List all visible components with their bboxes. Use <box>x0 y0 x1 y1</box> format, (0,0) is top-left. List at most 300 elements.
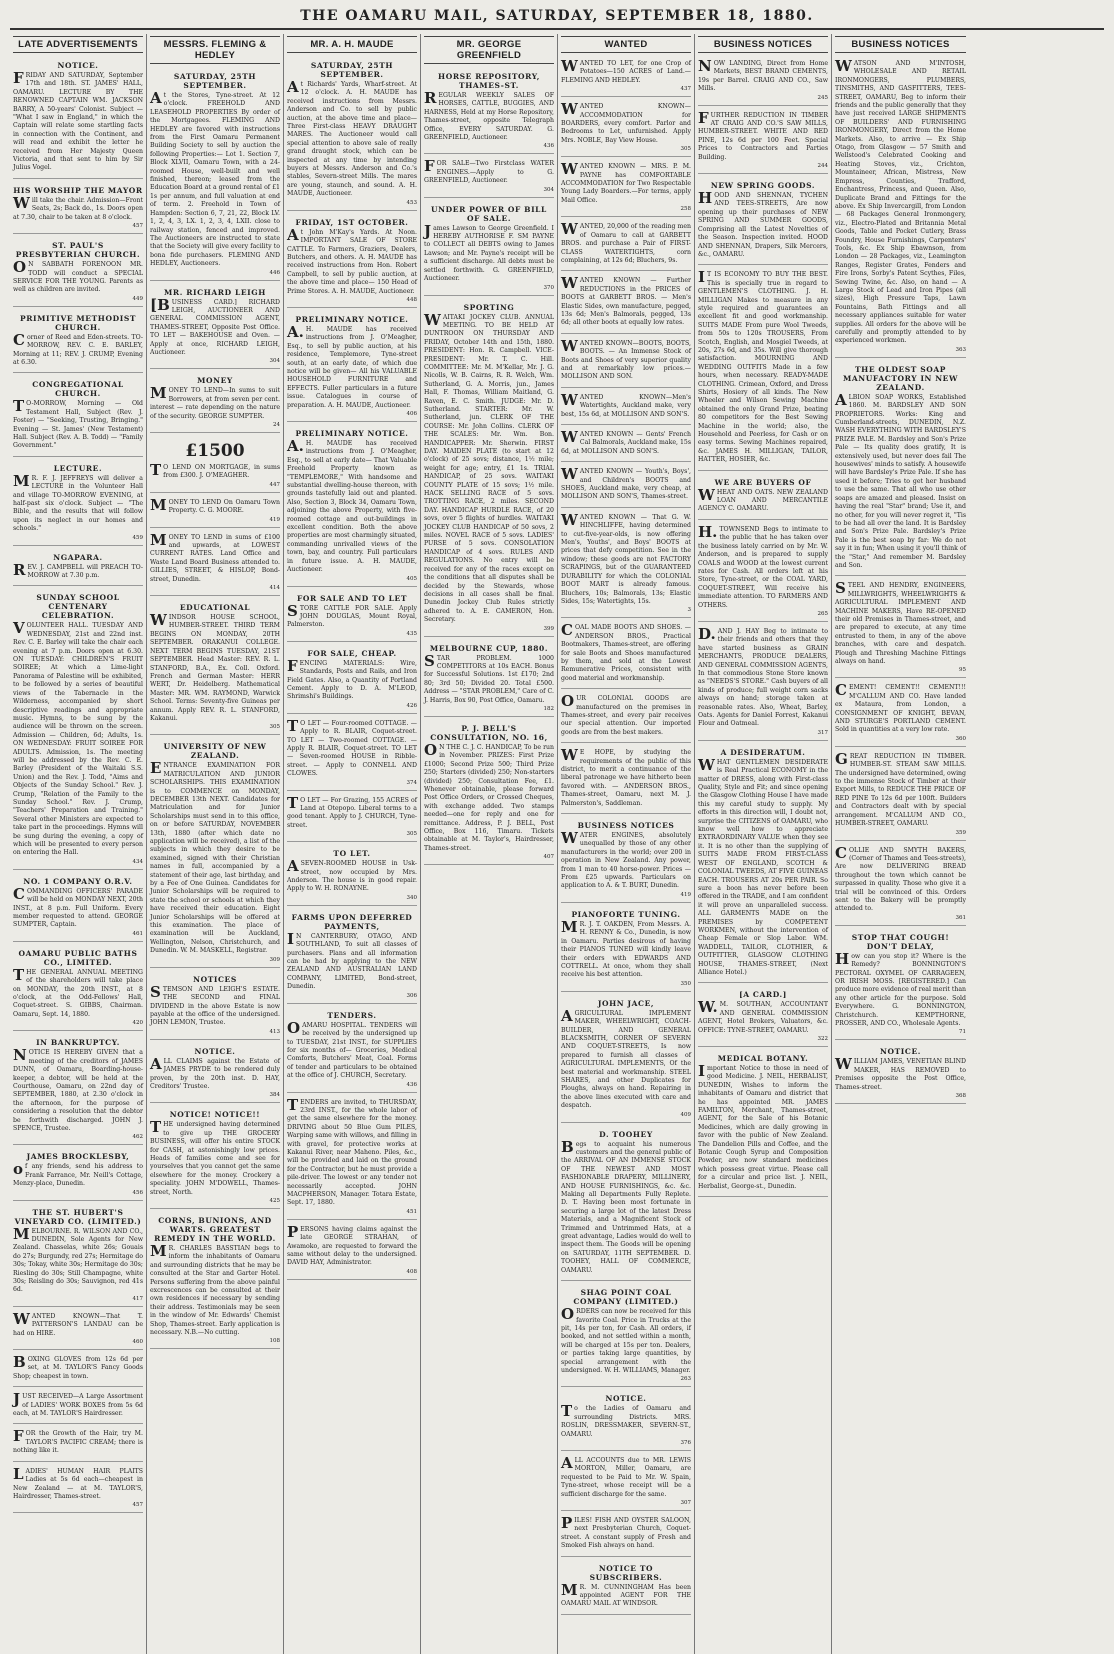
advertisement <box>13 1204 143 1307</box>
ad-title: NOTICES <box>193 974 237 984</box>
ad-title: OAMARU PUBLIC BATHS CO., LIMITED. <box>18 948 138 967</box>
advertisement <box>561 100 691 157</box>
ad-body: ASEVEN-ROOMED HOUSE in Usk-street, now occupied by Mrs. Anderson. The house is in good repair. Apply to W. H. RONAYNE. <box>287 857 417 893</box>
ad-title: UNDER POWER OF BILL OF SALE. <box>431 204 547 223</box>
ad-title: CORNS, BUNIONS, AND WARTS. GREATEST REMEDY IN THE WORLD. <box>154 1216 276 1243</box>
ad-body: Important Notice to those in need of good Medicine. J. NEIL, HERBALIST, DUNEDIN, Wishes to inform the inhabitants of Oamaru and district that he has appointed MR. JAMES FAMILTON, Merchant, Thames-street, AGENT, for the Sale of his Botanic Medicines, which are daily growing in favor with the public of New Zealand. The Dandelion Pills and Coffee, and the Botanic Cough Syrup and Composition Powder, are now standard medicines which possess great virtue. Please call for a circular and price list. J. NEIL, Herbalist, George-st., Dunedin. <box>698 1062 828 1190</box>
advertisement <box>287 717 417 791</box>
ad-body: NOW LANDING, Direct from Home Markets, BEST BRAND CEMENTS, 19s per Barrel. CRAIG AND CO., Saw Mills. <box>698 57 828 93</box>
ad-title: EDUCATIONAL <box>179 603 251 613</box>
advertisement <box>287 311 417 422</box>
ad-body: ORDERS can now be received for this favorite Coal. Price in Trucks at the pit, 14s per ton, for Cash. All orders, if booked, and not settled within a month, will be charged at 15s per ton. Dealers, or parties taking large quantities, by special arrangement with the undersigned. W. H. WILLIAMS, Manager. <box>561 1305 691 1374</box>
ad-title: TO LET. <box>333 849 371 859</box>
ad-number: 368 <box>955 1093 966 1100</box>
ad-body: STEEL AND HENDRY, ENGINEERS, MILLWRIGHTS, WHEELWRIGHTS & AGRICULTURAL IMPLEMENT AND MACHINE MAKERS, Have RE-OPENED their old Premises in Thames-street, and are prepared to execute, at any time entrusted to them, in any of the above branches, with care and despatch. Plough and Threshing Machine Fittings always on hand. <box>835 579 966 665</box>
ad-body: ENTRANCE EXAMINATION FOR MATRICULATION AND JUNIOR SCHOLARSHIPS. THIS EXAMINATION is to COMMENCE on MONDAY, DECEMBER 13th NEXT. Candidates for Matriculation and for Junior Scholarships must send in to this office, on or before SATURDAY, NOVEMBER 13th, 1880 (after which date no application will be received), a list of the subjects in which they desire to be examined, signed with their Christian names in full, accompanied by a statement of their age, last birthday, and by a Fee of One Guinea. Candidates for Junior Scholarships will be required to state the school or schools at which they have received their education. Eight Junior Scholarships will be offered at this examination. The place of examination will be Auckland, Wellington, Nelson, Christchurch, and Dunedin. W. M. MASKELL, Registrar. <box>150 759 280 955</box>
ad-number: 305 <box>680 146 691 153</box>
ad-body: FOR SALE—Two Firstclass WATER ENGINES.—Apply to G. GREENFIELD, Auctioneer. <box>424 157 554 185</box>
advertisement <box>561 220 691 271</box>
advertisement <box>150 1043 280 1104</box>
advertisement <box>698 57 828 106</box>
ad-title: PRELIMINARY NOTICE. <box>295 314 409 324</box>
ad-number: 322 <box>817 1036 828 1042</box>
ad-body: IT IS ECONOMY TO BUY THE BEST. This is specially true in regard to GENTLEMEN'S CLOTHING. J. H. MILLIGAN Makes to measure in any style required and guarantees an excellent fit and good workmanship. SUITS MADE From pure Wool Tweeds, from 50s to 120s TROUSERS, From Scotch, English, and Mosgiel Tweeds, at 20s, 27s 6d, and 35s. Will give thorough satisfaction. MOURNING AND WEDDING OUTFITS Made in a few hours, when necessary. READY-MADE CLOTHING. Crimean, Oxford, and Dress Shirts, Hosiery of all kinds. The New Wheeler and Wilson Sewing Machine obtained the only Grand Prize, beating 80 competitors for the Best Sewing Machine in the world; also, the Household and Peerless, for Cash or on easy terms. Sewing Machines repaired, &c. JAMES H. MILLIGAN, TAILOR, HATTER, HOSIER, &c. <box>698 268 828 464</box>
advertisement <box>698 1050 828 1197</box>
advertisement <box>835 844 966 926</box>
column-6 <box>695 34 832 1654</box>
ad-body: WHEAT AND OATS. NEW ZEALAND LOAN AND MERCANTILE AGENCY C. OAMARU. <box>698 485 828 513</box>
ad-title: HORSE REPOSITORY, THAMES-ST. <box>438 72 540 90</box>
advertisement <box>835 57 966 358</box>
ad-body: MR. F. J. JEFFREYS will deliver a LECTURE in the Volunteer Hall and village TO-MORROW EVENING, at half-past six o'clock. Subject — "The Bible, and the results that will follow upon its neglect in our homes and schools." <box>13 471 143 533</box>
advertisement <box>561 465 691 508</box>
ad-number: 309 <box>269 956 280 963</box>
ad-title: £1500 <box>185 441 245 461</box>
ad-body: MR. M. CUNNINGHAM Has been appointed AGENT FOR THE OAMARU MAIL AT WINDSOR. <box>561 1580 691 1608</box>
ad-number: 370 <box>543 284 554 291</box>
ad-number: 462 <box>132 1134 143 1141</box>
advertisement <box>835 1043 966 1104</box>
ad-number: 457 <box>132 1502 143 1509</box>
advertisement <box>287 590 417 642</box>
ad-number: 459 <box>132 534 143 541</box>
ad-body: AGRICULTURAL IMPLEMENT MAKER, WHEELWRIGHT, COACH-BUILDER, AND GENERAL BLACKSMITH, CORNER OF SEVERN AND COQUET-STREETS, Is now prepared to furnish all classes of AGRICULTURAL IMPLEMENTS, Of the best material and workmanship. STEEL SHARES, and other Duplicates for Ploughs, always on hand. Repairing in the above lines executed with care and despatch. <box>561 1006 691 1110</box>
advertisement <box>287 214 417 308</box>
advertisement <box>698 523 828 622</box>
advertisement <box>698 268 828 470</box>
ad-body: MELBOURNE. R. WILSON AND CO., DUNEDIN, Sole Agents for New Zealand. Chasselas, white 26s; Gouais do 27s; Burgundy, red 27s; Hermitage do 30s; Tokay, white 30s; Hermitage do 30s; Riesling do 30s; Still Champagne, white 30s; Reisling do 30s; Sauvignon, red 41s 6d. <box>13 1224 143 1294</box>
ad-body: WANTED KNOWN—ACCOMMODATION for BOARDERS, every comfort. Parlor and Bedrooms to Let, unfurnished. Apply Mrs. NOBLE, Bay View House. <box>561 100 691 144</box>
ad-number: 414 <box>269 585 280 592</box>
advertisement <box>424 720 554 865</box>
ad-body: Will take the chair. Admission—Front Seats, 2s; Back do., 1s. Doors open at 7.30, chair to be taken at 8 o'clock. <box>13 193 143 221</box>
ad-body: WHAT GENTLEMEN DESIDERATE is Real Practical ECONOMY in the matter of DRESS, along with First-class Quality, Style and Fit; and since opening the Glasgow Clothing House I have made this my careful study to supply. My efforts in this direction will, I doubt not, surprise the CITIZENS of OAMARU, who know well how to appreciate EXTRAORDINARY VALUE when they see it. It is no other than the supplying of SUITS MADE FROM FIRST-CLASS WEST OF ENGLAND, SCOTCH & COLONIAL TWEEDS, AT FIVE GUINEAS EACH. TROUSERS AT 20s PER PAIR. So sure a boon has never before been offered in the TRADE, and I am confident it will prove an unparalleled success. ALL GARMENTS MADE on the PREMISES by COMPETENT WORKMEN, without the intervention of Cheap Female or Slop Labor. WM. WADDELL, TAILOR, CLOTHIER, & OUTFITTER, GLASGOW CLOTHING HOUSE, THAMES-STREET, (Next Alliance Hotel.) <box>698 755 828 976</box>
ad-number: 434 <box>132 858 143 865</box>
advertisement <box>287 909 417 1004</box>
ad-number: 258 <box>680 206 691 213</box>
advertisement <box>698 109 828 174</box>
advertisement <box>561 1284 691 1387</box>
ad-body: COLLIE AND SMYTH BAKERS, (Corner of Thames and Tees-streets), Are now DELIVERING BREAD throughout the town which cannot be surpassed in quality. Those who give it a trial will be convinced of this. Orders sent to the Bakery will be promptly attended to. <box>835 843 966 913</box>
ad-body: WANTED KNOWN — Youth's, Boys', and Children's BOOTS and SHOES, Auckland make, very cheap, at MOLLISON AND SON'S, Thames-street. <box>561 465 691 501</box>
ad-body: WATSON AND M'INTOSH, WHOLESALE AND RETAIL IRONMONGERS, PLUMBERS, TINSMITHS, AND GASFITTERS, TEES-STREET, OAMARU, Beg to inform their friends and the public generally that they have just received LARGE SHIPMENTS OF BUILDERS' AND FURNISHING IRONMONGERY, Direct from the Home Markets. Also, to arrive — Ex Ship Otago, from Glasgow — 57 Smith and Wellstood's Celebrated Cooking and Heating Stoves, viz., Crichton, Mountaineer, African, Mistress, New Empress, Counties, Trafford, Enchantress, Princess, and Queen. Also, Duplicate Brand and Fittings for the above. Ex Ship Invercargill, from London — 68 Packages General Ironmongery, viz., Electro-Plated and Britannia Metal Goods, Table and Pocket Cutlery, Brass Foundry, House Furnishings, Carpenters' Tools, &c. Ex Ship Ebawnson, from London — 28 Packages, viz., Leamington Ranges, Register Grates, Fenders and Fire Irons, Sorby's Patent Scythes, Files, Sewing Twine, &c. Also, on hand — A Large Stock of Lead and Iron Pipes (all sizes), High Pressure Taps, Lawn Fountains, Bath Fittings and all necessary appliances suitable for water supplies. All orders for the above will be carefully and promptly attended to by experienced workmen. <box>835 57 966 345</box>
ad-title: A DESIDERATUM. <box>720 747 806 757</box>
ad-number: 435 <box>406 630 417 637</box>
ad-body: WE HOPE, by studying the requirements of the public of this district, to merit a continuance of the liberal patronage we have hitherto been favored with. — ANDERSON BROS., Thames-street, Oamaru, next M. J. Palmerston's, Saddleman. <box>561 746 691 807</box>
advertisement <box>561 337 691 388</box>
ad-title: MR. RICHARD LEIGH <box>164 287 266 297</box>
ad-body: Begs to acquaint his numerous customers and the general public of the ARRIVAL OF AN IMMENSE STOCK OF THE NEWEST AND MOST FASHIONABLE DRAPERY, MILLINERY, AND HOUSE FURNISHINGS, &c. &c. Making all Departments Fully Replete. D. T. Having been most fortunate in securing a large lot of the latest Dress Materials, and a Magnificent Stock of Trimmed and Untrimmed Hats, at a great advantage, Ladies would do well to inspect them. The Goods will be opening on SATURDAY, 11TH SEPTEMBER. D. TOOHEY, HALL OF COMMERCE, OAMARU. <box>561 1137 691 1274</box>
advertisement <box>561 1126 691 1282</box>
column-5 <box>558 34 695 1654</box>
advertisement <box>561 746 691 814</box>
ad-body: W.M. SOUTHAN, ACCOUNTANT AND GENERAL COMMISSION AGENT, Hotel Brokers, Valuators, &c. OFFICE: TYNE-STREET, OAMARU. <box>698 998 828 1034</box>
advertisement <box>561 817 691 903</box>
ad-number: 409 <box>680 1111 691 1118</box>
advertisement <box>561 1514 691 1557</box>
ad-body: WATER ENGINES, absolutely unequalled by those of any other manufacturers in the world; over 200 in operation in New Zealand. Any power, from 1 man to 40 horse-power. Prices — From £25 upwards. Particulars on application to A. & T. BURT, Dunedin. <box>561 829 691 890</box>
advertisement <box>13 310 143 374</box>
ad-body: WANTED KNOWN — MRS. P. M. PAYNE has COMFORTABLE ACCOMMODATION for Two Respectable Young Lady Boarders.—For terms, apply Mail Office. <box>561 160 691 204</box>
column-heading: LATE ADVERTISEMENTS <box>13 36 143 53</box>
ad-body: At the Stores, Tyne-street. At 12 o'clock. FREEHOLD AND LEASEHOLD PROPERTIES By order of the Mortgagees. FLEMING AND HEDLEY are favored with instructions from the First Oamaru Permanent Building Society to sell by auction the following Properties:— Lot 1. Section 7, Block XLVII, Oamaru Town, with a 24-roomed House, well-built and well finished, thereon; leased from the Education Board at a ground rental of £1 1s per annum, and full valuation at end of term. 2. Freehold in Town of Hampden: Section 6, 7, 21, 22, Block LV. 1, 2, 4, 3, LX. 1, 2, 3, 4, LXII. close to railway station, fenced and improved. The Auctioneers are instructed to state that the Society will give every facility to bona fide purchasers. FLEMING AND HEDLEY, Auctioneers. <box>150 89 280 268</box>
ad-title: THE OLDEST SOAP MANUFACTORY IN NEW ZEALAND. <box>842 364 959 392</box>
ad-number: 374 <box>406 779 417 786</box>
ad-title: TENDERS. <box>327 1010 377 1020</box>
advertisement <box>150 436 280 493</box>
ad-number: 306 <box>406 992 417 999</box>
ad-number: 425 <box>269 1198 280 1204</box>
ad-number: 408 <box>406 1268 417 1275</box>
advertisement <box>287 1223 417 1280</box>
advertisement <box>150 531 280 596</box>
ad-body: To the Ladies of Oamaru and surrounding Districts. MRS. ROSLIN, DRESSMAKER, SEVERN-ST., OAMARU. <box>561 1402 691 1438</box>
advertisement <box>13 1034 143 1145</box>
ad-title: NOTICE! NOTICE!! <box>169 1110 261 1120</box>
ad-title: PIANOFORTE TUNING. <box>571 909 681 919</box>
advertisement <box>698 177 828 265</box>
ad-number: 244 <box>817 163 828 170</box>
column-3 <box>284 34 421 1654</box>
advertisement <box>561 274 691 333</box>
ad-body: [BUSINESS CARD.] RICHARD LEIGH, AUCTIONEER AND GENERAL COMMISSION AGENT, THAMES-STREET, Opposite Post Office. TO LET — BAKEHOUSE and Oven. — Apply at once, RICHARD LEIGH, Auctioneer. <box>150 295 280 356</box>
ad-title: CONGREGATIONAL CHURCH. <box>32 380 124 399</box>
ad-number: 340 <box>406 894 417 901</box>
advertisement <box>13 182 143 234</box>
ad-title: SPORTING <box>463 302 515 312</box>
ad-body: THE undersigned having determined to give up THE GROCERY BUSINESS, will offer his entire STOCK for CASH, at astonishingly low prices. Heads of families come and see for yourselves that you cannot get the same elsewhere for the money. Crockery a speciality. JOHN M'DOWELL, Thames-street, North. <box>150 1118 280 1196</box>
ad-body: FENCING MATERIALS: Wire, Standards, Posts and Rails, and Iron Field Gates. Also, a Quantity of Portland Cement. Apply to D. A. M'LEOD, Shrimshi's Buildings. <box>287 656 417 701</box>
advertisement <box>561 692 691 743</box>
ad-number: 437 <box>680 86 691 93</box>
ad-body: How can you stop it? Where is the Remedy? BONNINGTON'S PECTORAL OXYMEL OF CARRAGEEN, OR IRISH MOSS. [REGISTERED.] Can produce more evidence of real merit than any other article for the purpose. Sold Everywhere. G. BONNINGTON, Christchurch. KEMPTHORNE, PROSSER, AND CO., Wholesale Agents. <box>835 949 967 1027</box>
ad-title: FRIDAY, 1ST OCTOBER. <box>295 217 409 227</box>
ad-title: FOR SALE, CHEAP. <box>307 648 397 658</box>
ad-body: STEMSON AND LEIGH'S ESTATE. THE SECOND and FINAL DIVIDEND in the above Estate is now payable at the office of the undersigned. JOHN LEMON, Trustee. <box>150 982 280 1027</box>
ad-title: THE ST. HUBERT'S VINEYARD CO. (LIMITED.) <box>14 1207 142 1226</box>
ad-title: NO. 1 COMPANY O.R.V. <box>23 876 133 886</box>
advertisement <box>13 237 143 307</box>
ad-body: GREAT REDUCTION IN TIMBER. HUMBER-ST. STEAM SAW MILLS. The undersigned have determined, owing to the immense Stock of Timber at their Export Mills, to REDUCE THE PRICE OF RED PINE To 12s 6d per 100ft. Builders and Contractors dealt with by special arrangement. M'CALLUM AND CO., HUMBER-STREET, OAMARU. <box>835 749 966 828</box>
ad-body: WANTED KNOWN—Men's Watertights, Auckland make, very best, 15s 6d, at MOLLISON AND SON'S. <box>561 390 691 418</box>
advertisement <box>150 68 280 281</box>
ad-body: OAMARU HOSPITAL. TENDERS will be received by the undersigned up to TUESDAY, 21st INST., for SUPPLIES for six months of— Groceries, Medical Comforts, Butchers' Meat, Coal. Forms of tender and particulars to be obtained at the office of J. CHURCH, Secretary. <box>287 1018 417 1080</box>
advertisement <box>424 201 554 296</box>
ad-body: WANTED KNOWN—That T. PATTERSON'S LANDAU can be had on HIRE. <box>13 1309 143 1337</box>
ad-number: 457 <box>132 223 143 230</box>
ad-body: At John M'Kay's Yards. At Noon. IMPORTANT SALE OF STORE CATTLE. To Farmers, Graziers, Dealers, Butchers, and others. A. H. MAUDE has received instructions from Hon. Robert Campbell, to sell by public auction, at the above time and place— 150 Head of Prime Stores. A. H. MAUDE, Auctioneer. <box>287 225 417 295</box>
advertisement <box>13 549 143 587</box>
ad-body: WILLIAM JAMES, VENETIAN BLIND MAKER, HAS REMOVED to Premises opposite the Post Office, Thames-street. <box>835 1055 966 1091</box>
ad-number: 108 <box>269 1338 280 1345</box>
ad-body: MONEY TO LEND in sums of £100 and upwards, at LOWEST CURRENT RATES. Land Office and Waste Land Board Business attended to. GILLIES, STREET, & HISLOP, Bond-street, Dunedin. <box>150 530 280 583</box>
advertisement <box>13 1390 143 1424</box>
ad-body: REGULAR WEEKLY SALES OF HORSES, CATTLE, BUGGIES, AND HARNESS, Held at my Horse Repository, Thames-street, opposite Telegraph Office, EVERY SATURDAY. G. GREENFIELD, Auctioneer. <box>424 89 554 142</box>
ad-number: 363 <box>955 346 966 353</box>
ad-number: 460 <box>132 1339 143 1346</box>
advertisement <box>13 1353 143 1387</box>
column-7 <box>832 34 969 1654</box>
advertisement <box>561 621 691 689</box>
advertisement <box>287 645 417 714</box>
ad-title: BUSINESS NOTICES <box>577 821 675 831</box>
ad-body: ON THE C. J. C. HANDICAP, To be run in November. PRIZES: First Prize £1000; Second Prize 500; Third Prize 250; Starters (divided) 250; Non-starters (divided) 250; Consultation Fee, £1. Whenever obtainable, please forward Post Office Orders, or Crossed Cheques, with exchange added. Two stamps needed—one for reply and one for remittance. Address, P. J. BELL, Post Office, Box 116, Timaru. Tickets obtainable at M. Taylor's, Hairdresser, Thames-street. <box>424 740 554 852</box>
ad-body: H.TOWNSEND Begs to intimate to the public that he has taken over the business lately carried on by Mr. W. Anderson, and is prepared to supply COALS and WOOD at the lowest current rates for Cash. All orders left at his Store, Tyne-street, or the COAL YARD, COQUET-STREET, Will receive his immediate attention. TO FARMERS AND OTHERS. <box>698 522 828 609</box>
advertisement <box>150 1212 280 1349</box>
ad-body: TO-MORROW, Morning — Old Testament Hall, Subject (Rev. J. Foster) — "Seeking, Trusting, Bringing." Evening — St. James' (New Testament) Hall. Subject (Rev. A. B. Todd) — "Family Government." <box>13 397 143 450</box>
advertisement <box>835 579 966 678</box>
ad-number: 360 <box>955 735 966 742</box>
ad-number: 307 <box>680 1500 691 1506</box>
advertisement <box>287 794 417 843</box>
ad-body: PILES! FISH AND OYSTER SALOON, next Presbyterian Church, Coquet-street. A constant supply of Fresh and Smoked Fish always on hand. <box>561 1514 691 1550</box>
advertisement <box>561 906 691 992</box>
ad-number: 384 <box>269 1092 280 1099</box>
ad-body: MR. J. T. OAKDEN, From Messrs. A. H. RENNY & Co., Dunedin, is now in Oamaru. Parties desirous of having their PIANOS TUNED will kindly leave their orders with EDWARDS AND COTTRELL. At once, whom they shall receive his best attention. <box>561 917 691 979</box>
advertisement <box>424 157 554 197</box>
ad-number: 449 <box>132 295 143 302</box>
ad-title: [A CARD.] <box>739 990 787 1000</box>
ad-title: MEDICAL BOTANY. <box>717 1054 809 1063</box>
ad-number: 317 <box>817 729 828 736</box>
advertisement <box>13 873 143 942</box>
ad-title: MELBOURNE CUP, 1880. <box>429 643 549 653</box>
ad-number: 417 <box>132 1295 143 1302</box>
ad-number: 451 <box>406 1208 417 1215</box>
column-heading: MESSRS. FLEMING & HEDLEY <box>150 36 280 64</box>
ad-number: 263 <box>680 1376 691 1383</box>
ad-body: MONEY TO LEND On Oamaru Town Property. C. G. MOORE. <box>150 495 280 515</box>
advertisement <box>150 971 280 1040</box>
ad-number: 304 <box>543 186 554 193</box>
advertisement <box>561 1560 691 1615</box>
column-heading: MR. GEORGE GREENFIELD <box>424 36 554 64</box>
advertisement <box>698 474 828 520</box>
ad-body: ALBION SOAP WORKS, Established 1860. M. BARDSLEY AND SON PROPRIETORS. Works: King and Cumberland-streets, DUNEDIN, N.Z. WASH EVERYTHING WITH BARDSLEY'S PRIZE PALE. M. Bardsley and Son's Prize Pale — Its quality does gratify, It is extensively used, but never does fail The housewives' minds to satisfy. A housewife will have Bardsley's Prize Pale. If she has used it before; Tries to get her husband to use the same. That all who use other soaps are amazed and pleased. Insist on having the real "Star" brand; Use it, and no other, for you will never regret it, "Tis to be had all over the land. It is Bardsley and Son's Prize Pale. Bardsley's Prize Pale is the best soap by far: We do not say it in fun; When using it you'll think of the "Star," And remember M. Bardsley and Son. <box>835 390 966 569</box>
ad-title: HIS WORSHIP THE MAYOR <box>13 185 143 195</box>
ad-title: WE ARE BUYERS OF <box>714 477 812 487</box>
column-1 <box>10 34 147 1654</box>
ad-body: TO LET — For Grazing, 155 ACRES of Land at Otepopo. Liberal terms to a good tenant. Apply to J. CHURCH, Tyne-street. <box>287 793 417 829</box>
ad-number: 419 <box>680 891 691 898</box>
column-heading: BUSINESS NOTICES <box>835 36 966 53</box>
ad-title: FOR SALE AND TO LET <box>296 593 408 603</box>
ad-title: NGAPARA. <box>53 552 103 562</box>
ad-title: ST. PAUL'S PRESBYTERIAN CHURCH. <box>15 241 141 260</box>
ad-body: JUST RECEIVED—A Large Assortment of LADIES' WORK BOXES from 5s 6d each, at M. TAYLOR'S Hairdresser. <box>13 1390 143 1418</box>
column-heading: WANTED <box>561 36 691 53</box>
ad-title: SHAG POINT COAL COMPANY (LIMITED.) <box>573 1288 679 1307</box>
ad-body: FRIDAY AND SATURDAY, September 17th and 18th. ST. JAMES' HALL, OAMARU. LECTURE BY THE RENOWNED CAPTAIN WM. JACKSON BARRY, A 50-years' Colonist. Subject — "What I saw in England," in which the Captain will relate some startling facts in connection with the Continent, and will read and exhibit the letter he received from Her Majesty Queen Victoria, and that sent to him by Sir Julius Vogel. <box>13 69 143 172</box>
ad-number: 359 <box>955 829 966 836</box>
advertisement <box>561 391 691 425</box>
ad-body: WANTED TO LET, for one Crop of Potatoes—150 ACRES of Land.—FLEMING AND HEDLEY. <box>561 57 691 84</box>
column-heading: MR. A. H. MAUDE <box>287 36 417 53</box>
ad-body: COAL MADE BOOTS AND SHOES. — ANDERSON BROS., Practical Bootmakers, Thames-street, are offering for sale Boots and Shoes manufactured by them, and sold at the Lowest Remunerative Prices, consistent with good material and workmanship. <box>561 621 691 682</box>
ad-number: 305 <box>406 831 417 838</box>
ad-title: NOTICE TO SUBSCRIBERS. <box>589 1563 663 1582</box>
ad-body: CEMENT! CEMENT!! CEMENT!!! M'CALLUM AND CO. Have landed ex Mataura, from London, a CONSIGNMENT OF KNIGHT, BEVAN, AND STURGE'S PORTLAND CEMENT. Sold in quantities at a very low rate. <box>835 681 966 734</box>
ad-number: 447 <box>269 481 280 488</box>
ad-number: 399 <box>543 625 554 632</box>
advertisement <box>13 1427 143 1461</box>
ad-body: WANTED KNOWN—BOOTS, BOOTS, BOOTS. — An Immense Stock of Boots and Shoes of very superior quality and at remarkably low prices.—MOLLISON AND SON. <box>561 336 691 381</box>
ad-number: 407 <box>543 854 554 861</box>
ad-body: OUR COLONIAL GOODS are manufactured on the premises in Thames-street, and every pair receives our special attention. Our imported goods are from the best makers. <box>561 692 691 736</box>
ad-body: A.H. MAUDE has received instructions from J. O'Meagher, Esq., to sell at early date— That Valuable Freehold Property known as "TEMPLEMORE," With handsome and substantial dwelling-house thereon, with grounds tastefully laid out and planted. Also, Section 3, Block 34, Oamaru Town, adjoining the above Property, with five-roomed cottage and out-buildings in excellent condition. Both the above properties are most charmingly situated, commanding unrivalled views of the town, bay, and country. Full particulars in future issue. A. H. MAUDE, Auctioneer. <box>287 437 417 574</box>
ad-body: MR. CHARLES BASSTIAN begs to inform the inhabitants of Oamaru and surrounding districts that he may be consulted at the Star and Garter Hotel. Persons suffering from the above painful excrescences can be consulted at their own residences if necessary by sending their address. Testimonials may be seen in the window of Mr. Edwards' Chemist Shop, Thames-street. Early application is necessary. N.B.—No cutting. <box>150 1242 280 1337</box>
ad-title: SATURDAY, 25TH SEPTEMBER. <box>173 72 257 90</box>
ad-number: 245 <box>817 94 828 101</box>
ad-body: At Richards' Yards, Wharf-street. At 12 o'clock. A. H. MAUDE has received instructions from Messrs. Anderson and Co. to sell by public auction, at the above time and place— Three First-class HEAVY DRAUGHT MARES. The Auctioneer would call special attention to above sale of really grand draught stock, which can be inspected at any time by intending buyers at Messrs. Anderson and Co.'s stables, Severn-street Mills. The mares are young, staunch, and sound. A. H. MAUDE, Auctioneer. <box>287 78 417 198</box>
advertisement <box>13 57 143 179</box>
ad-body: FOR the Growth of the Hair, try M. TAYLOR'S PACIFIC CREAM; there is nothing like it. <box>13 1427 143 1455</box>
masthead: THE OAMARU MAIL, SATURDAY, SEPTEMBER 18, 1880. <box>10 6 1104 30</box>
column-heading: BUSINESS NOTICES <box>698 36 828 53</box>
ad-body: LADIES' HUMAN HAIR PLAITS Ladies at 5s 6d each—cheapest in New Zealand — at M. TAYLOR'S, Hairdresser, Thames-street. <box>13 1464 143 1500</box>
ad-title: LECTURE. <box>53 463 103 473</box>
ad-title: SUNDAY SCHOOL CENTENARY CELEBRATION. <box>36 593 120 621</box>
ad-body: THE GENERAL ANNUAL MEETING of the shareholders will take place on MONDAY, the 20th INST., at 8 o'clock, at the Odd-Fellows' Hall, Coquet-street. S. GIBBS, Chairman. Oamaru, Sept. 14, 1880. <box>13 965 143 1018</box>
ad-number: 71 <box>959 1029 966 1036</box>
ad-title: JOHN JACE, <box>597 998 655 1008</box>
ad-number: 419 <box>269 516 280 523</box>
advertisement <box>13 1310 143 1350</box>
advertisement <box>424 299 554 637</box>
ad-body: NOTICE IS HEREBY GIVEN that a meeting of the creditors of JAMES DUNN, of Oamaru, Boarding-house-keeper, a debtor, will be held at the Courthouse, Oamaru, on 22nd day of SEPTEMBER, 1880, at 2.30 o'clock in the afternoon, for the purpose of considering a resolution that the debtor be forthwith discharged. JOHN J. SPENCE, Trustee. <box>13 1046 143 1132</box>
ad-number: 24 <box>273 422 280 428</box>
advertisement <box>424 68 554 154</box>
ad-body: TENDERS are invited, to THURSDAY, 23rd INST., for the whole labor of get the same elsewhere for the money. DRIVING about 50 Blue Gum PILES, Warping same with willows, and filling in with gravel, for protective works at Kakanui River, near Maheno. Piles, &c., will be provided and laid on the ground for the Contractor, but he must provide a pile-driver. The lowest or any tender not necessarily accepted. JOHN MACPHERSON, Manager. Totara Estate, Sept. 17, 1880. <box>287 1095 417 1207</box>
ad-number: 413 <box>269 1028 280 1035</box>
ad-title: STOP THAT COUGH! DON'T DELAY, <box>851 932 950 951</box>
columns <box>10 34 1104 1654</box>
ad-body: IN CANTERBURY, OTAGO, AND SOUTHLAND, To suit all classes of purchasers. Plans and all information can be had by applying to the NEW ZEALAND AND AUSTRALIAN LAND COMPANY, LIMITED, Bond-street, Dunedin. <box>287 929 417 991</box>
ad-number: 95 <box>959 667 966 674</box>
ad-body: ALL CLAIMS against the Estate of JAMES PRYDE to be rendered duly proven, by the 20th inst. D. HAY, Creditors' Trustee. <box>150 1054 280 1090</box>
advertisement <box>835 681 966 746</box>
advertisement <box>287 425 417 587</box>
advertisement <box>561 428 691 462</box>
advertisement <box>287 1007 417 1093</box>
ad-body: PERSONS having claims against the late GEORGE STRAHAN, of Awamoko, are requested to forward the same without delay to the undersigned. DAVID HAY, Administrator. <box>287 1222 417 1267</box>
advertisement <box>698 625 828 741</box>
ad-body: HOOD AND SHENNAN, TYCHEN AND TEES-STREETS, Are now opening up their purchases of NEW SPRING AND SUMMER GOODS, Comprising all the Latest Novelties of the Season. Inspection invited. HOOD AND SHENNAN, Drapers, Silk Mercers, &c., OAMARU. <box>698 189 828 258</box>
advertisement <box>835 750 966 841</box>
ad-title: SATURDAY, 25TH SEPTEMBER. <box>310 61 394 79</box>
ad-number: 448 <box>406 296 417 303</box>
advertisement <box>13 1148 143 1200</box>
ad-body: WANTED KNOWN — Further REDUCTIONS in the PRICES of BOOTS at GARBETT BROS. — Men's Elastic Sides, own manufacture, pegged, 13s 6d; Men's Balmorals, pegged, 13s 6d; all other boots at equally low rates. <box>561 274 691 327</box>
ad-number: 406 <box>406 411 417 417</box>
ad-body: TO LET — Four-roomed COTTAGE. — Apply to R. BLAIR, Coquet-street. TO LET — Two-roomed COTTAGE. — Apply R. BLAIR, Coquet-street. TO LET — Seven-roomed HOUSE in Ribble-street. — Apply to CONNELL AND CLOWES. <box>287 716 417 778</box>
ad-title: PRIMITIVE METHODIST CHURCH. <box>19 313 137 332</box>
ad-number: 456 <box>132 1189 143 1196</box>
advertisement <box>698 986 828 1047</box>
ad-body: Corner of Reed and Eden-streets. TO-MORROW, REV. C. E. BARLEY, Morning at 11; REV. J. CRUMP, Evening at 6.30. <box>13 330 143 366</box>
ad-title: NOTICE. <box>57 61 99 70</box>
ad-number: 426 <box>406 702 417 709</box>
ad-number: 182 <box>543 705 554 712</box>
advertisement <box>287 1096 417 1220</box>
advertisement <box>150 372 280 433</box>
ad-body: STORE CATTLE FOR SALE. Apply JOHN DOUGLAS, Mount Royal, Palmerston. <box>287 601 417 629</box>
ad-title: MONEY <box>197 376 233 386</box>
advertisement <box>150 599 280 735</box>
ad-title: NEW SPRING GOODS. <box>710 181 816 191</box>
advertisement <box>13 460 143 546</box>
advertisement <box>13 1465 143 1514</box>
advertisement <box>561 995 691 1123</box>
ad-title: NOTICE. <box>605 1394 647 1404</box>
ad-body: WANTED KNOWN — Gents' French Cal Balmorals, Auckland make, 15s 6d, at MOLLISON AND SON'S. <box>561 428 691 455</box>
advertisement <box>13 376 143 456</box>
advertisement <box>561 160 691 217</box>
advertisement <box>13 945 143 1031</box>
ad-number: 305 <box>269 724 280 731</box>
ad-title: UNIVERSITY OF NEW ZEALAND. <box>163 742 267 761</box>
ad-number: 350 <box>680 980 691 987</box>
ad-body: ALL ACCOUNTS due to MR. LEWIS MORTON, Miller, Oamaru, are requested to be Paid to Mr. W. Spain, Tyne-street, whose receipt will be a sufficient discharge for the same. <box>561 1453 691 1498</box>
ad-number: 376 <box>680 1439 691 1446</box>
advertisement <box>150 496 280 528</box>
ad-body: REV. J. CAMPBELL will PREACH TO-MORROW at 7.30 p.m. <box>13 560 143 580</box>
advertisement <box>150 284 280 370</box>
ad-body: VOLUNTEER HALL. TUESDAY AND WEDNESDAY, 21st and 22nd inst. Rev. C. E. Barley will take the chair each evening at 7 p.m. Doors open at 6.30. ON TUESDAY: CHILDREN'S FRUIT SOIREE; At which a Lime-light Panorama of Palestine will be exhibited, to be followed by a series of beautiful views of the Tabernacle in the Wilderness, accompanied by short descriptive readings and appropriate music. Hymns, to be sung by the audience will be thrown on the screen. Admission — Children, 6d; Adults, 1s. ON WEDNESDAY: FRUIT SOIREE FOR ADULTS. Admission, 1s. The meeting will be addressed by the Rev. C. E. Barley (President of the Waitaki S.S. Union) and the Rev. J. Todd, "Aims and Objects of the Sunday School." Rev. J. Crump, "Relation of the Family to the Sunday School." Rev. J. Crump, "Teachers' Preparation and Training." Several other Ministers are expected to take part in the proceedings. Hymns will be sung during the evening, a copy of which will be presented to every person on entering the Hall. <box>13 619 143 857</box>
ad-title: NOTICE. <box>194 1046 236 1056</box>
ad-number: 3 <box>687 607 691 614</box>
advertisement <box>150 738 280 967</box>
ad-body: BOXING GLOVES from 12s 6d per set, at M. TAYLOR'S Fancy Goods Shop; cheapest in town. <box>13 1353 143 1380</box>
ad-number: 420 <box>132 1020 143 1027</box>
advertisement <box>287 57 417 211</box>
advertisement <box>13 589 143 869</box>
column-4 <box>421 34 558 1654</box>
ad-number: 446 <box>269 269 280 276</box>
column-2 <box>147 34 284 1654</box>
advertisement <box>150 1106 280 1209</box>
ad-title: D. TOOHEY <box>599 1129 653 1139</box>
ad-body: of any friends, send his address to Frank Farrance, Mr. Neill's Cottage, Menzy-place, Dunedin. <box>13 1160 143 1188</box>
ad-title: FARMS UPON DEFERRED PAYMENTS, <box>291 912 413 931</box>
ad-body: WANTED, 20,000 of the reading men of Oamaru to call at GARBETT BROS. and purchase a Pair of FIRST-CLASS WATERTIGHTS, corn complaining, at 12s 6d; Bluchers, 9s. <box>561 220 691 264</box>
ad-number: 436 <box>406 1081 417 1088</box>
ad-number: 453 <box>406 199 417 206</box>
ad-title: NOTICE. <box>880 1047 921 1057</box>
ad-title: IN BANKRUPTCY. <box>36 1038 120 1048</box>
advertisement <box>561 1454 691 1511</box>
ad-body: A.H. MAUDE has received instructions from J. O'Meagher, Esq., to sell by public auction, at his residence, Templemore, Tyne-street south, at an early date, of which due notice will be given— All his VALUABLE HOUSEHOLD FURNITURE and EFFECTS. Fuller particulars in a future issue. Catalogues in course of preparation. A. H. MAUDE, Auctioneer. <box>287 322 417 409</box>
ad-number: 461 <box>132 930 143 937</box>
ad-body: STAR PROBLEM. 1000 COMPETITORS at 10s EACH. Bonus for Successful Solutions. 1st £170; 2nd 80; 3rd 50; Divided 20. Total £500. Address — "STAR PROBLEM," Care of C. J. Harris, Box 90, Post Office, Oamaru. <box>424 651 554 704</box>
ad-number: 304 <box>269 358 280 365</box>
ad-body: ON SABBATH FORENOON MR. TODD will conduct a SPECIAL SERVICE FOR THE YOUNG. Parents as well as children are invited. <box>13 258 143 294</box>
ad-number: 361 <box>955 914 966 921</box>
ad-title: JAMES BROCKLESBY, <box>26 1152 130 1162</box>
ad-body: WINDSOR HOUSE SCHOOL, HUMBER-STREET. THIRD TERM BEGINS ON MONDAY, 20TH SEPTEMBER. ORAKANUI COLLEGE. NEXT TERM BEGINS TUESDAY, 21ST SEPTEMBER. Head Master: REV. R. L. STANFORD, B.A., Ex. Coll. Oxford. French and German Master: HERR WERT, Dr. Heidelberg. Mathematical Master: MR. WM. RAYMOND, Warwick School. Terms: Seventy-five Guineas per annum. Apply REV. R. L. STANFORD, Kakanui. <box>150 611 280 722</box>
advertisement <box>561 511 691 618</box>
advertisement <box>424 640 554 717</box>
advertisement <box>287 845 417 906</box>
ad-body: MONEY TO LEND—In sums to suit Borrowers, at from seven per cent. interest — rate depending on the nature of the security. GEORGE SUMPTER. <box>150 384 280 420</box>
ad-body: WANTED KNOWN — That G. W. HINCHLIFFE, having determined to cut-five-year-olds, is now offering Men's, Youths', and Boys' BOOTS at prices that defy competition. See in the window; these goods are not FACTORY SCRAPINGS, but of the GUARANTEED DURABILITY for which the COLONIAL BOOT MART is already famous. Bluchers, 10s; Balmorals, 13s; Elastic Sides, 15s; Watertights, 15s. <box>561 510 691 605</box>
advertisement <box>835 929 966 1041</box>
ad-body: D.AND J. HAY Beg to intimate to their friends and others that they have started business as GRAIN MERCHANTS, PRODUCE DEALERS, AND GENERAL COMMISSION AGENTS, In that commodious Stone Store known as "NEEDS'S STORE." Cash buyers of all kinds of produce; full weight corn sacks always on hand; storage taken at reasonable rates. Also, Wheat, Barley, Oats. Agents for Daniel Forrest, Kakanui Flour and Oatmeal. <box>698 624 828 728</box>
ad-title: P. J. BELL'S CONSULTATION, NO. 16, <box>430 723 548 742</box>
advertisement <box>835 361 966 577</box>
ad-number: 405 <box>406 575 417 582</box>
advertisement <box>561 1390 691 1451</box>
